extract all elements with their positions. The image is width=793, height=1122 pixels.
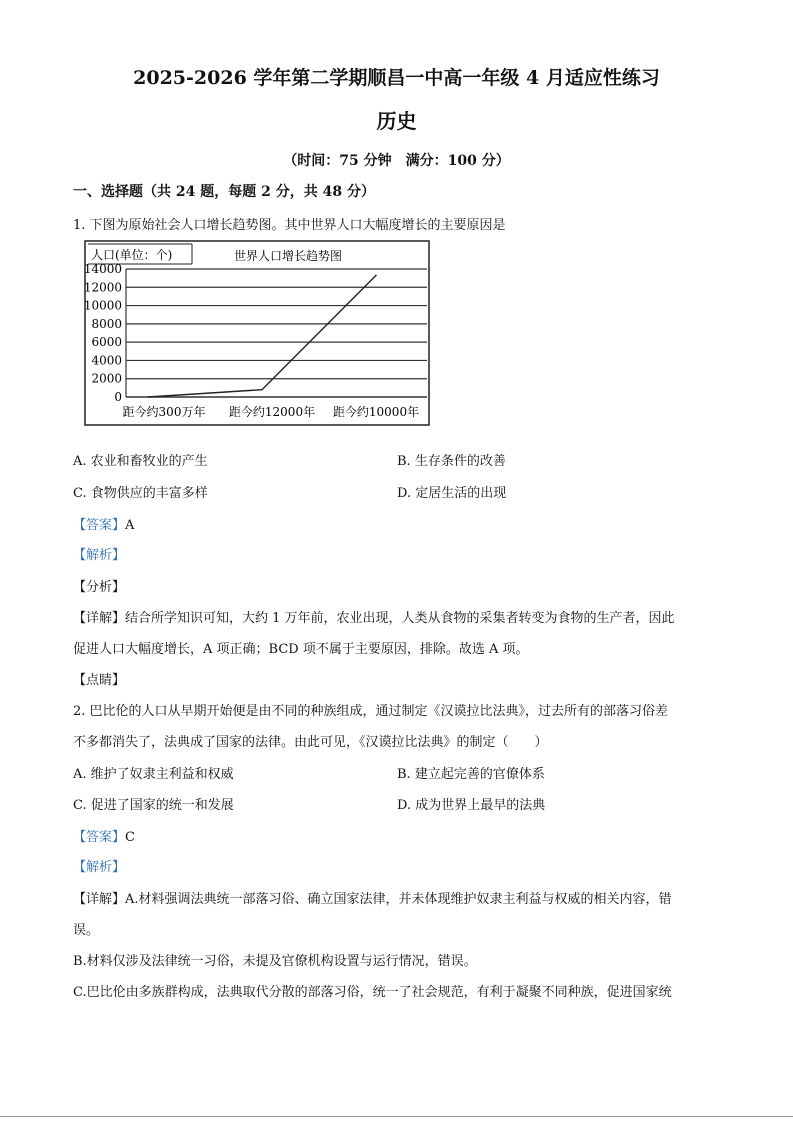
x-category-label: 距今约12000年 (228, 405, 316, 419)
q2-detail-c: C.巴比伦由多族群构成，法典取代分散的部落习俗，统一了社会规范，有利于凝聚不同种族，促进国家统 (73, 985, 672, 1000)
y-tick-label: 8000 (91, 316, 122, 331)
q1-stem: 1. 下图为原始社会人口增长趋势图。其中世界人口大幅度增长的主要原因是 (73, 218, 506, 233)
detail-text: 结合所学知识可知，大约 1 万年前，农业出现，人类从食物的采集者转变为食物的生产者，因此 (125, 611, 675, 626)
y-tick-label: 2000 (91, 371, 122, 386)
q2-option-b[interactable]: B. 建立起完善的官僚体系 (397, 767, 545, 782)
y-tick-label: 14000 (84, 262, 122, 276)
q2-detail-a-line2: 误。 (73, 923, 100, 938)
section-heading: 一、选择题（共 24 题，每题 2 分，共 48 分） (73, 184, 375, 200)
q2-answer-value: C (125, 830, 135, 845)
detail-text: A.材料强调法典统一部落习俗、确立国家法律，并未体现维护奴隶主利益与权威的相关内容，错 (125, 892, 672, 907)
page-bottom-rule (0, 1116, 793, 1117)
q1-dianjing-label: 【点睛】 (73, 673, 126, 688)
y-axis-label: 人口(单位：个) (91, 248, 173, 262)
answer-label: 【答案】 (73, 518, 126, 533)
y-tick-label: 10000 (84, 298, 122, 313)
q1-answer-value: A (125, 518, 135, 533)
data-point (261, 389, 263, 391)
data-point (375, 275, 377, 277)
y-tick-label: 12000 (84, 280, 122, 295)
y-tick-label: 4000 (91, 353, 122, 368)
q2-stem-line2: 不多都消失了，法典成了国家的法律。由此可见，《汉谟拉比法典》的制定（ ） (73, 735, 548, 750)
subject-title: 历史 (376, 109, 417, 133)
q2-stem-line1: 2. 巴比伦的人口从早期开始便是由不同的种族组成，通过制定《汉谟拉比法典》，过去所有的部落习俗差 (73, 704, 669, 719)
q1-answer-row (73, 514, 134, 533)
population-chart-svg (84, 240, 430, 426)
detail-label: 【详解】 (73, 892, 126, 907)
q2-option-a[interactable]: A. 维护了奴隶主利益和权威 (73, 767, 234, 782)
answer-label: 【答案】 (73, 830, 126, 845)
q2-detail-a-line1 (73, 888, 672, 907)
q1-detail-line1 (73, 607, 675, 626)
q2-analysis-label: 【解析】 (73, 860, 126, 875)
exam-meta: （时间：75 分钟 满分：100 分） (283, 153, 510, 169)
q1-option-c[interactable]: C. 食物供应的丰富多样 (73, 486, 208, 501)
x-category-label: 距今约10000年 (332, 405, 420, 419)
q1-detail-line2: 促进人口大幅度增长，A 项正确；BCD 项不属于主要原因，排除。故选 A 项。 (73, 642, 529, 657)
y-tick-label: 0 (114, 390, 122, 404)
chart-title: 世界人口增长趋势图 (233, 249, 343, 263)
data-point (147, 396, 149, 398)
xlabel-layer (123, 404, 420, 419)
q2-detail-b: B.材料仅涉及法律统一习俗，未提及官僚机构设置与运行情况，错误。 (73, 954, 477, 969)
exam-title: 2025-2026 学年第二学期顺昌一中高一年级 4 月适应性练习 (133, 67, 660, 89)
y-tick-label: 6000 (91, 335, 122, 350)
q2-answer-row (73, 826, 135, 845)
q2-option-d[interactable]: D. 成为世界上最早的法典 (397, 798, 546, 813)
detail-label: 【详解】 (73, 611, 126, 626)
q2-option-c[interactable]: C. 促进了国家的统一和发展 (73, 798, 234, 813)
q1-fenxi-label: 【分析】 (73, 580, 126, 595)
x-category-label: 距今约300万年 (122, 405, 206, 419)
q1-option-b[interactable]: B. 生存条件的改善 (397, 454, 506, 469)
q1-option-a[interactable]: A. 农业和畜牧业的产生 (73, 454, 208, 469)
q1-option-d[interactable]: D. 定居生活的出现 (397, 486, 507, 501)
q1-analysis-label: 【解析】 (73, 548, 126, 563)
population-chart (84, 240, 430, 426)
